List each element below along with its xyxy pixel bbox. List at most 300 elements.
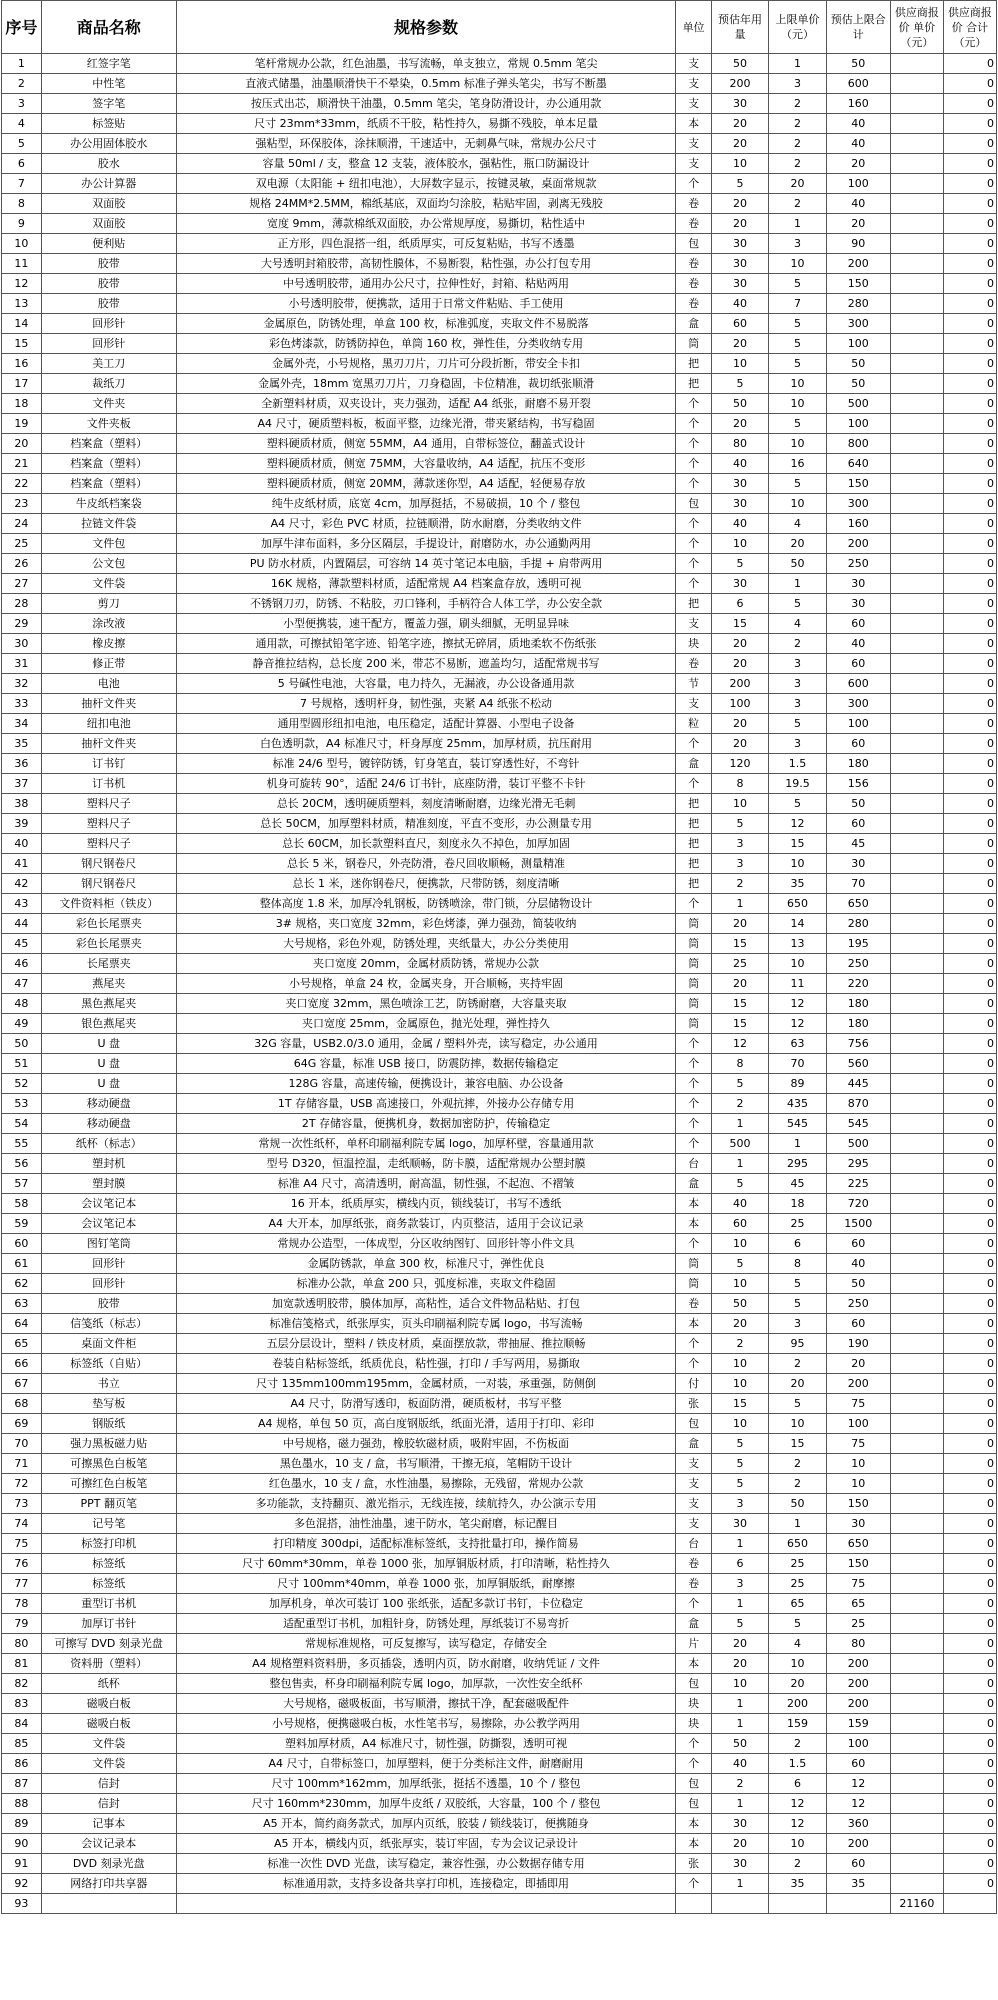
cell-price: 4 [769, 514, 826, 534]
cell-total: 160 [826, 94, 890, 114]
cell-supplier-total: 0 [943, 834, 996, 854]
cell-price: 650 [769, 1534, 826, 1554]
cell-supplier-price [890, 1294, 943, 1314]
cell-total: 545 [826, 1114, 890, 1134]
cell-seq: 12 [2, 274, 42, 294]
cell-total: 12 [826, 1774, 890, 1794]
cell-total: 720 [826, 1194, 890, 1214]
cell-unit: 个 [676, 774, 711, 794]
cell-unit: 支 [676, 1474, 711, 1494]
cell-total: 195 [826, 934, 890, 954]
cell-seq: 50 [2, 1034, 42, 1054]
cell-seq: 89 [2, 1814, 42, 1834]
cell-supplier-total: 0 [943, 354, 996, 374]
cell-total: 65 [826, 1594, 890, 1614]
cell-qty: 10 [711, 534, 768, 554]
cell-price: 10 [769, 1414, 826, 1434]
cell-supplier-total: 0 [943, 994, 996, 1014]
cell-spec: 五层分层设计，塑料 / 铁皮材质，桌面摆放款，带抽屉、推拉顺畅 [176, 1334, 676, 1354]
cell-supplier-total: 0 [943, 914, 996, 934]
cell-supplier-total: 0 [943, 1854, 996, 1874]
cell-qty: 20 [711, 634, 768, 654]
cell-name: 胶带 [41, 274, 176, 294]
cell-unit: 筒 [676, 974, 711, 994]
cell-spec: 大号透明封箱胶带，高韧性膜体，不易断裂，粘性强，办公打包专用 [176, 254, 676, 274]
table-row [2, 1734, 997, 1754]
cell-supplier-price [890, 1214, 943, 1234]
cell-supplier-total: 0 [943, 54, 996, 74]
cell-unit: 筒 [676, 954, 711, 974]
cell-price: 25 [769, 1554, 826, 1574]
cell-seq: 74 [2, 1514, 42, 1534]
cell-spec: 卷装自粘标签纸，纸质优良，粘性强，打印 / 手写两用，易撕取 [176, 1354, 676, 1374]
cell-unit: 支 [676, 94, 711, 114]
cell-spec: 中号规格，磁力强劲，橡胶软磁材质，吸附牢固，不伤板面 [176, 1434, 676, 1454]
cell-price: 159 [769, 1714, 826, 1734]
cell-supplier-total: 0 [943, 394, 996, 414]
cell-qty: 8 [711, 1054, 768, 1074]
cell-qty: 5 [711, 1474, 768, 1494]
cell-qty: 3 [711, 1494, 768, 1514]
cell-spec: A4 尺寸，防滑写透印，板面防滑，硬质板材，书写平整 [176, 1394, 676, 1414]
cell-qty: 3 [711, 854, 768, 874]
cell-supplier-price [890, 1454, 943, 1474]
cell-price: 35 [769, 874, 826, 894]
cell-price: 3 [769, 1314, 826, 1334]
cell-seq: 85 [2, 1734, 42, 1754]
cell-price: 2 [769, 1354, 826, 1374]
table-row [2, 1214, 997, 1234]
cell-qty: 20 [711, 714, 768, 734]
procurement-table [1, 0, 997, 1914]
cell-supplier-price [890, 294, 943, 314]
cell-name: 塑料尺子 [41, 834, 176, 854]
table-row [2, 1714, 997, 1734]
cell-price: 435 [769, 1094, 826, 1114]
cell-name: 图钉笔筒 [41, 1234, 176, 1254]
cell-name: 桌面文件柜 [41, 1334, 176, 1354]
cell-unit: 盒 [676, 1434, 711, 1454]
cell-total: 159 [826, 1714, 890, 1734]
cell-qty: 5 [711, 374, 768, 394]
cell-unit: 个 [676, 1334, 711, 1354]
total-row-seq: 93 [2, 1894, 42, 1914]
cell-price: 5 [769, 274, 826, 294]
cell-price: 20 [769, 1674, 826, 1694]
cell-seq: 71 [2, 1454, 42, 1474]
cell-supplier-total: 0 [943, 434, 996, 454]
cell-seq: 4 [2, 114, 42, 134]
cell-name: PPT 翻页笔 [41, 1494, 176, 1514]
table-row [2, 234, 997, 254]
cell-unit: 卷 [676, 1294, 711, 1314]
cell-supplier-price [890, 214, 943, 234]
cell-price: 20 [769, 534, 826, 554]
cell-name: 燕尾夹 [41, 974, 176, 994]
table-row [2, 934, 997, 954]
cell-name: 书立 [41, 1374, 176, 1394]
cell-supplier-price [890, 874, 943, 894]
cell-supplier-price [890, 534, 943, 554]
cell-spec: 机身可旋转 90°，适配 24/6 订书针，底座防滑，装订平整不卡针 [176, 774, 676, 794]
cell-spec: 打印精度 300dpi，适配标准标签纸，支持批量打印，操作简易 [176, 1534, 676, 1554]
cell-price: 3 [769, 674, 826, 694]
cell-seq: 19 [2, 414, 42, 434]
cell-supplier-price [890, 814, 943, 834]
cell-seq: 65 [2, 1334, 42, 1354]
cell-qty: 40 [711, 1754, 768, 1774]
cell-total: 600 [826, 674, 890, 694]
cell-price: 5 [769, 334, 826, 354]
cell-qty: 30 [711, 1814, 768, 1834]
cell-qty: 30 [711, 1514, 768, 1534]
cell-unit: 卷 [676, 214, 711, 234]
cell-name: 便利贴 [41, 234, 176, 254]
cell-supplier-price [890, 1354, 943, 1374]
cell-seq: 11 [2, 254, 42, 274]
cell-price: 15 [769, 1434, 826, 1454]
table-row [2, 1434, 997, 1454]
cell-unit: 个 [676, 1074, 711, 1094]
cell-unit: 个 [676, 1114, 711, 1134]
cell-qty: 5 [711, 1074, 768, 1094]
table-row [2, 314, 997, 334]
cell-seq: 52 [2, 1074, 42, 1094]
cell-supplier-total: 0 [943, 1834, 996, 1854]
cell-qty: 25 [711, 954, 768, 974]
cell-total: 20 [826, 214, 890, 234]
cell-qty: 5 [711, 1454, 768, 1474]
cell-name: 标签贴 [41, 114, 176, 134]
cell-seq: 23 [2, 494, 42, 514]
cell-total: 150 [826, 474, 890, 494]
cell-seq: 46 [2, 954, 42, 974]
cell-price: 14 [769, 914, 826, 934]
cell-supplier-price [890, 1394, 943, 1414]
cell-seq: 59 [2, 1214, 42, 1234]
cell-total: 20 [826, 1354, 890, 1374]
cell-supplier-total: 0 [943, 1654, 996, 1674]
cell-qty: 500 [711, 1134, 768, 1154]
cell-total: 160 [826, 514, 890, 534]
cell-supplier-total: 0 [943, 934, 996, 954]
cell-qty: 40 [711, 1194, 768, 1214]
cell-spec: 金属外壳，18mm 宽黑刃刀片，刀身稳固，卡位精准，裁切纸张顺滑 [176, 374, 676, 394]
cell-total: 250 [826, 554, 890, 574]
cell-unit: 粒 [676, 714, 711, 734]
cell-supplier-total: 0 [943, 1114, 996, 1134]
table-row [2, 1774, 997, 1794]
cell-supplier-total: 0 [943, 974, 996, 994]
cell-supplier-price [890, 454, 943, 474]
cell-spec: 塑料硬质材质，侧宽 20MM，薄款迷你型，A4 适配，轻便易存放 [176, 474, 676, 494]
cell-name: 网络打印共享器 [41, 1874, 176, 1894]
cell-qty: 20 [711, 194, 768, 214]
cell-supplier-total: 0 [943, 1354, 996, 1374]
cell-total: 90 [826, 234, 890, 254]
cell-total: 200 [826, 1694, 890, 1714]
table-row [2, 1794, 997, 1814]
cell-total: 200 [826, 1674, 890, 1694]
cell-seq: 70 [2, 1434, 42, 1454]
cell-spec: 小号规格，单盒 24 枚，金属夹身，开合顺畅，夹持牢固 [176, 974, 676, 994]
cell-unit: 盒 [676, 314, 711, 334]
cell-unit: 本 [676, 1654, 711, 1674]
cell-spec: 白色透明款，A4 标准尺寸，杆身厚度 25mm，加厚材质，抗压耐用 [176, 734, 676, 754]
cell-total: 200 [826, 534, 890, 554]
cell-total: 560 [826, 1054, 890, 1074]
cell-seq: 1 [2, 54, 42, 74]
cell-seq: 16 [2, 354, 42, 374]
cell-qty: 200 [711, 674, 768, 694]
cell-seq: 78 [2, 1594, 42, 1614]
cell-price: 10 [769, 1654, 826, 1674]
cell-supplier-price [890, 1874, 943, 1894]
cell-supplier-total: 0 [943, 334, 996, 354]
cell-unit: 个 [676, 1054, 711, 1074]
cell-supplier-price [890, 354, 943, 374]
cell-unit: 节 [676, 674, 711, 694]
cell-total: 600 [826, 74, 890, 94]
cell-seq: 10 [2, 234, 42, 254]
cell-total: 100 [826, 1734, 890, 1754]
cell-seq: 63 [2, 1294, 42, 1314]
cell-spec: 常规办公造型，一体成型，分区收纳图钉、回形针等小件文具 [176, 1234, 676, 1254]
table-row [2, 954, 997, 974]
cell-supplier-price [890, 1634, 943, 1654]
table-row [2, 134, 997, 154]
cell-price: 1 [769, 1514, 826, 1534]
cell-supplier-price [890, 1814, 943, 1834]
cell-spec: 按压式出芯，顺滑快干油墨，0.5mm 笔尖，笔身防滑设计，办公通用款 [176, 94, 676, 114]
cell-spec: 标准一次性 DVD 光盘，读写稳定，兼容性强，办公数据存储专用 [176, 1854, 676, 1874]
cell-price: 6 [769, 1234, 826, 1254]
cell-supplier-price [890, 1174, 943, 1194]
cell-supplier-price [890, 714, 943, 734]
table-row [2, 1654, 997, 1674]
cell-total: 156 [826, 774, 890, 794]
cell-spec: 多色混搭，油性油墨，速干防水，笔尖耐磨，标记醒目 [176, 1514, 676, 1534]
cell-supplier-price [890, 574, 943, 594]
cell-unit: 个 [676, 1594, 711, 1614]
cell-seq: 82 [2, 1674, 42, 1694]
table-row [2, 414, 997, 434]
cell-name: 订书钉 [41, 754, 176, 774]
cell-spec: 整体高度 1.8 米，加厚冷轧钢板，防锈喷涂，带门锁，分层储物设计 [176, 894, 676, 914]
cell-seq: 8 [2, 194, 42, 214]
cell-qty: 6 [711, 1554, 768, 1574]
cell-name: 塑封膜 [41, 1174, 176, 1194]
cell-spec: 总长 50CM，加厚塑料材质，精准刻度，平直不变形，办公测量专用 [176, 814, 676, 834]
cell-price: 65 [769, 1594, 826, 1614]
cell-qty: 2 [711, 1094, 768, 1114]
cell-unit: 支 [676, 54, 711, 74]
cell-supplier-price [890, 614, 943, 634]
cell-seq: 77 [2, 1574, 42, 1594]
cell-supplier-total: 0 [943, 1694, 996, 1714]
cell-qty: 2 [711, 1774, 768, 1794]
cell-spec: 总长 20CM，透明硬质塑料，刻度清晰耐磨，边缘光滑无毛刺 [176, 794, 676, 814]
cell-seq: 15 [2, 334, 42, 354]
cell-price: 10 [769, 374, 826, 394]
cell-price: 70 [769, 1054, 826, 1074]
cell-seq: 17 [2, 374, 42, 394]
cell-unit: 本 [676, 1834, 711, 1854]
cell-seq: 68 [2, 1394, 42, 1414]
cell-price: 10 [769, 434, 826, 454]
cell-qty: 200 [711, 74, 768, 94]
cell-name: 塑封机 [41, 1154, 176, 1174]
cell-spec: A4 大开本，加厚纸张，商务款装订，内页整洁，适用于会议记录 [176, 1214, 676, 1234]
cell-unit: 卷 [676, 1554, 711, 1574]
cell-name: 拉链文件袋 [41, 514, 176, 534]
cell-name: 橡皮擦 [41, 634, 176, 654]
table-row [2, 54, 997, 74]
cell-supplier-total: 0 [943, 1214, 996, 1234]
cell-unit: 筒 [676, 1014, 711, 1034]
cell-unit: 个 [676, 554, 711, 574]
cell-seq: 80 [2, 1634, 42, 1654]
cell-supplier-total: 0 [943, 294, 996, 314]
cell-spec: 强粘型，环保胶体，涂抹顺滑，干速适中，无刺鼻气味，常规办公尺寸 [176, 134, 676, 154]
cell-name: 标签纸 [41, 1554, 176, 1574]
cell-seq: 25 [2, 534, 42, 554]
cell-spec: 夹口宽度 20mm，金属材质防锈，常规办公款 [176, 954, 676, 974]
cell-supplier-total: 0 [943, 1434, 996, 1454]
cell-price: 19.5 [769, 774, 826, 794]
cell-qty: 10 [711, 1274, 768, 1294]
cell-seq: 62 [2, 1274, 42, 1294]
table-row [2, 1414, 997, 1434]
cell-supplier-price [890, 934, 943, 954]
cell-unit: 个 [676, 894, 711, 914]
table-row [2, 1594, 997, 1614]
cell-seq: 54 [2, 1114, 42, 1134]
cell-seq: 90 [2, 1834, 42, 1854]
table-row [2, 494, 997, 514]
table-row [2, 814, 997, 834]
cell-price: 2 [769, 1854, 826, 1874]
table-row [2, 254, 997, 274]
cell-supplier-price [890, 734, 943, 754]
cell-price: 25 [769, 1574, 826, 1594]
header-price: 上限单价（元） [769, 1, 826, 54]
cell-name: 纸杯 [41, 1674, 176, 1694]
cell-name: 抽杆文件夹 [41, 734, 176, 754]
table-row [2, 1314, 997, 1334]
cell-supplier-price [890, 1194, 943, 1214]
cell-price: 15 [769, 834, 826, 854]
cell-qty: 15 [711, 1394, 768, 1414]
cell-qty: 120 [711, 754, 768, 774]
cell-spec: 尺寸 135mm100mm195mm，金属材质，一对装，承重强，防侧倒 [176, 1374, 676, 1394]
total-row-empty-cell [769, 1894, 826, 1914]
table-row [2, 1034, 997, 1054]
total-row-empty-cell [41, 1894, 176, 1914]
cell-supplier-price [890, 54, 943, 74]
table-row [2, 514, 997, 534]
cell-supplier-total: 0 [943, 1794, 996, 1814]
cell-price: 650 [769, 894, 826, 914]
cell-name: DVD 刻录光盘 [41, 1854, 176, 1874]
cell-name: 信封 [41, 1774, 176, 1794]
cell-name: 办公用固体胶水 [41, 134, 176, 154]
cell-unit: 支 [676, 74, 711, 94]
table-row [2, 794, 997, 814]
cell-unit: 块 [676, 634, 711, 654]
cell-supplier-price [890, 1154, 943, 1174]
cell-unit: 把 [676, 794, 711, 814]
cell-spec: 大号规格，磁吸板面，书写顺滑，擦拭干净，配套磁吸配件 [176, 1694, 676, 1714]
cell-unit: 支 [676, 694, 711, 714]
cell-supplier-price [890, 114, 943, 134]
cell-name: 重型订书机 [41, 1594, 176, 1614]
cell-name: 文件包 [41, 534, 176, 554]
cell-name: 纽扣电池 [41, 714, 176, 734]
cell-supplier-price [890, 1234, 943, 1254]
cell-seq: 92 [2, 1874, 42, 1894]
cell-seq: 27 [2, 574, 42, 594]
table-row [2, 974, 997, 994]
cell-supplier-price [890, 334, 943, 354]
cell-total: 225 [826, 1174, 890, 1194]
cell-seq: 84 [2, 1714, 42, 1734]
cell-qty: 20 [711, 1314, 768, 1334]
table-row [2, 214, 997, 234]
cell-price: 1 [769, 54, 826, 74]
cell-name: 钢版纸 [41, 1414, 176, 1434]
cell-spec: A4 尺寸，自带标签口，加厚塑料，便于分类标注文件，耐磨耐用 [176, 1754, 676, 1774]
cell-unit: 支 [676, 1514, 711, 1534]
header-spec: 规格参数 [176, 1, 676, 54]
cell-unit: 卷 [676, 1574, 711, 1594]
cell-unit: 个 [676, 1034, 711, 1054]
cell-supplier-total: 0 [943, 714, 996, 734]
table-row [2, 1174, 997, 1194]
cell-name: 塑料尺子 [41, 814, 176, 834]
cell-supplier-total: 0 [943, 1634, 996, 1654]
total-row-empty-cell [711, 1894, 768, 1914]
cell-qty: 20 [711, 654, 768, 674]
cell-supplier-price [890, 1114, 943, 1134]
table-row [2, 1194, 997, 1214]
cell-spec: 2T 存储容量，便携机身，数据加密防护，传输稳定 [176, 1114, 676, 1134]
cell-supplier-total: 0 [943, 1334, 996, 1354]
cell-unit: 把 [676, 594, 711, 614]
cell-price: 5 [769, 794, 826, 814]
cell-qty: 3 [711, 834, 768, 854]
cell-spec: 总长 60CM，加长款塑料直尺，刻度永久不掉色，加厚加固 [176, 834, 676, 854]
cell-total: 50 [826, 1274, 890, 1294]
table-row [2, 334, 997, 354]
cell-supplier-price [890, 1134, 943, 1154]
cell-supplier-price [890, 414, 943, 434]
cell-qty: 10 [711, 794, 768, 814]
cell-total: 60 [826, 1234, 890, 1254]
cell-supplier-total: 0 [943, 1174, 996, 1194]
cell-total: 200 [826, 1374, 890, 1394]
cell-supplier-price [890, 1694, 943, 1714]
cell-qty: 1 [711, 1874, 768, 1894]
cell-qty: 1 [711, 1114, 768, 1134]
cell-unit: 把 [676, 374, 711, 394]
cell-seq: 41 [2, 854, 42, 874]
cell-price: 95 [769, 1334, 826, 1354]
cell-unit: 个 [676, 1874, 711, 1894]
cell-spec: 彩色烤漆款，防锈防掉色，单筒 160 枚，弹性佳，分类收纳专用 [176, 334, 676, 354]
cell-supplier-total: 0 [943, 654, 996, 674]
cell-unit: 个 [676, 414, 711, 434]
